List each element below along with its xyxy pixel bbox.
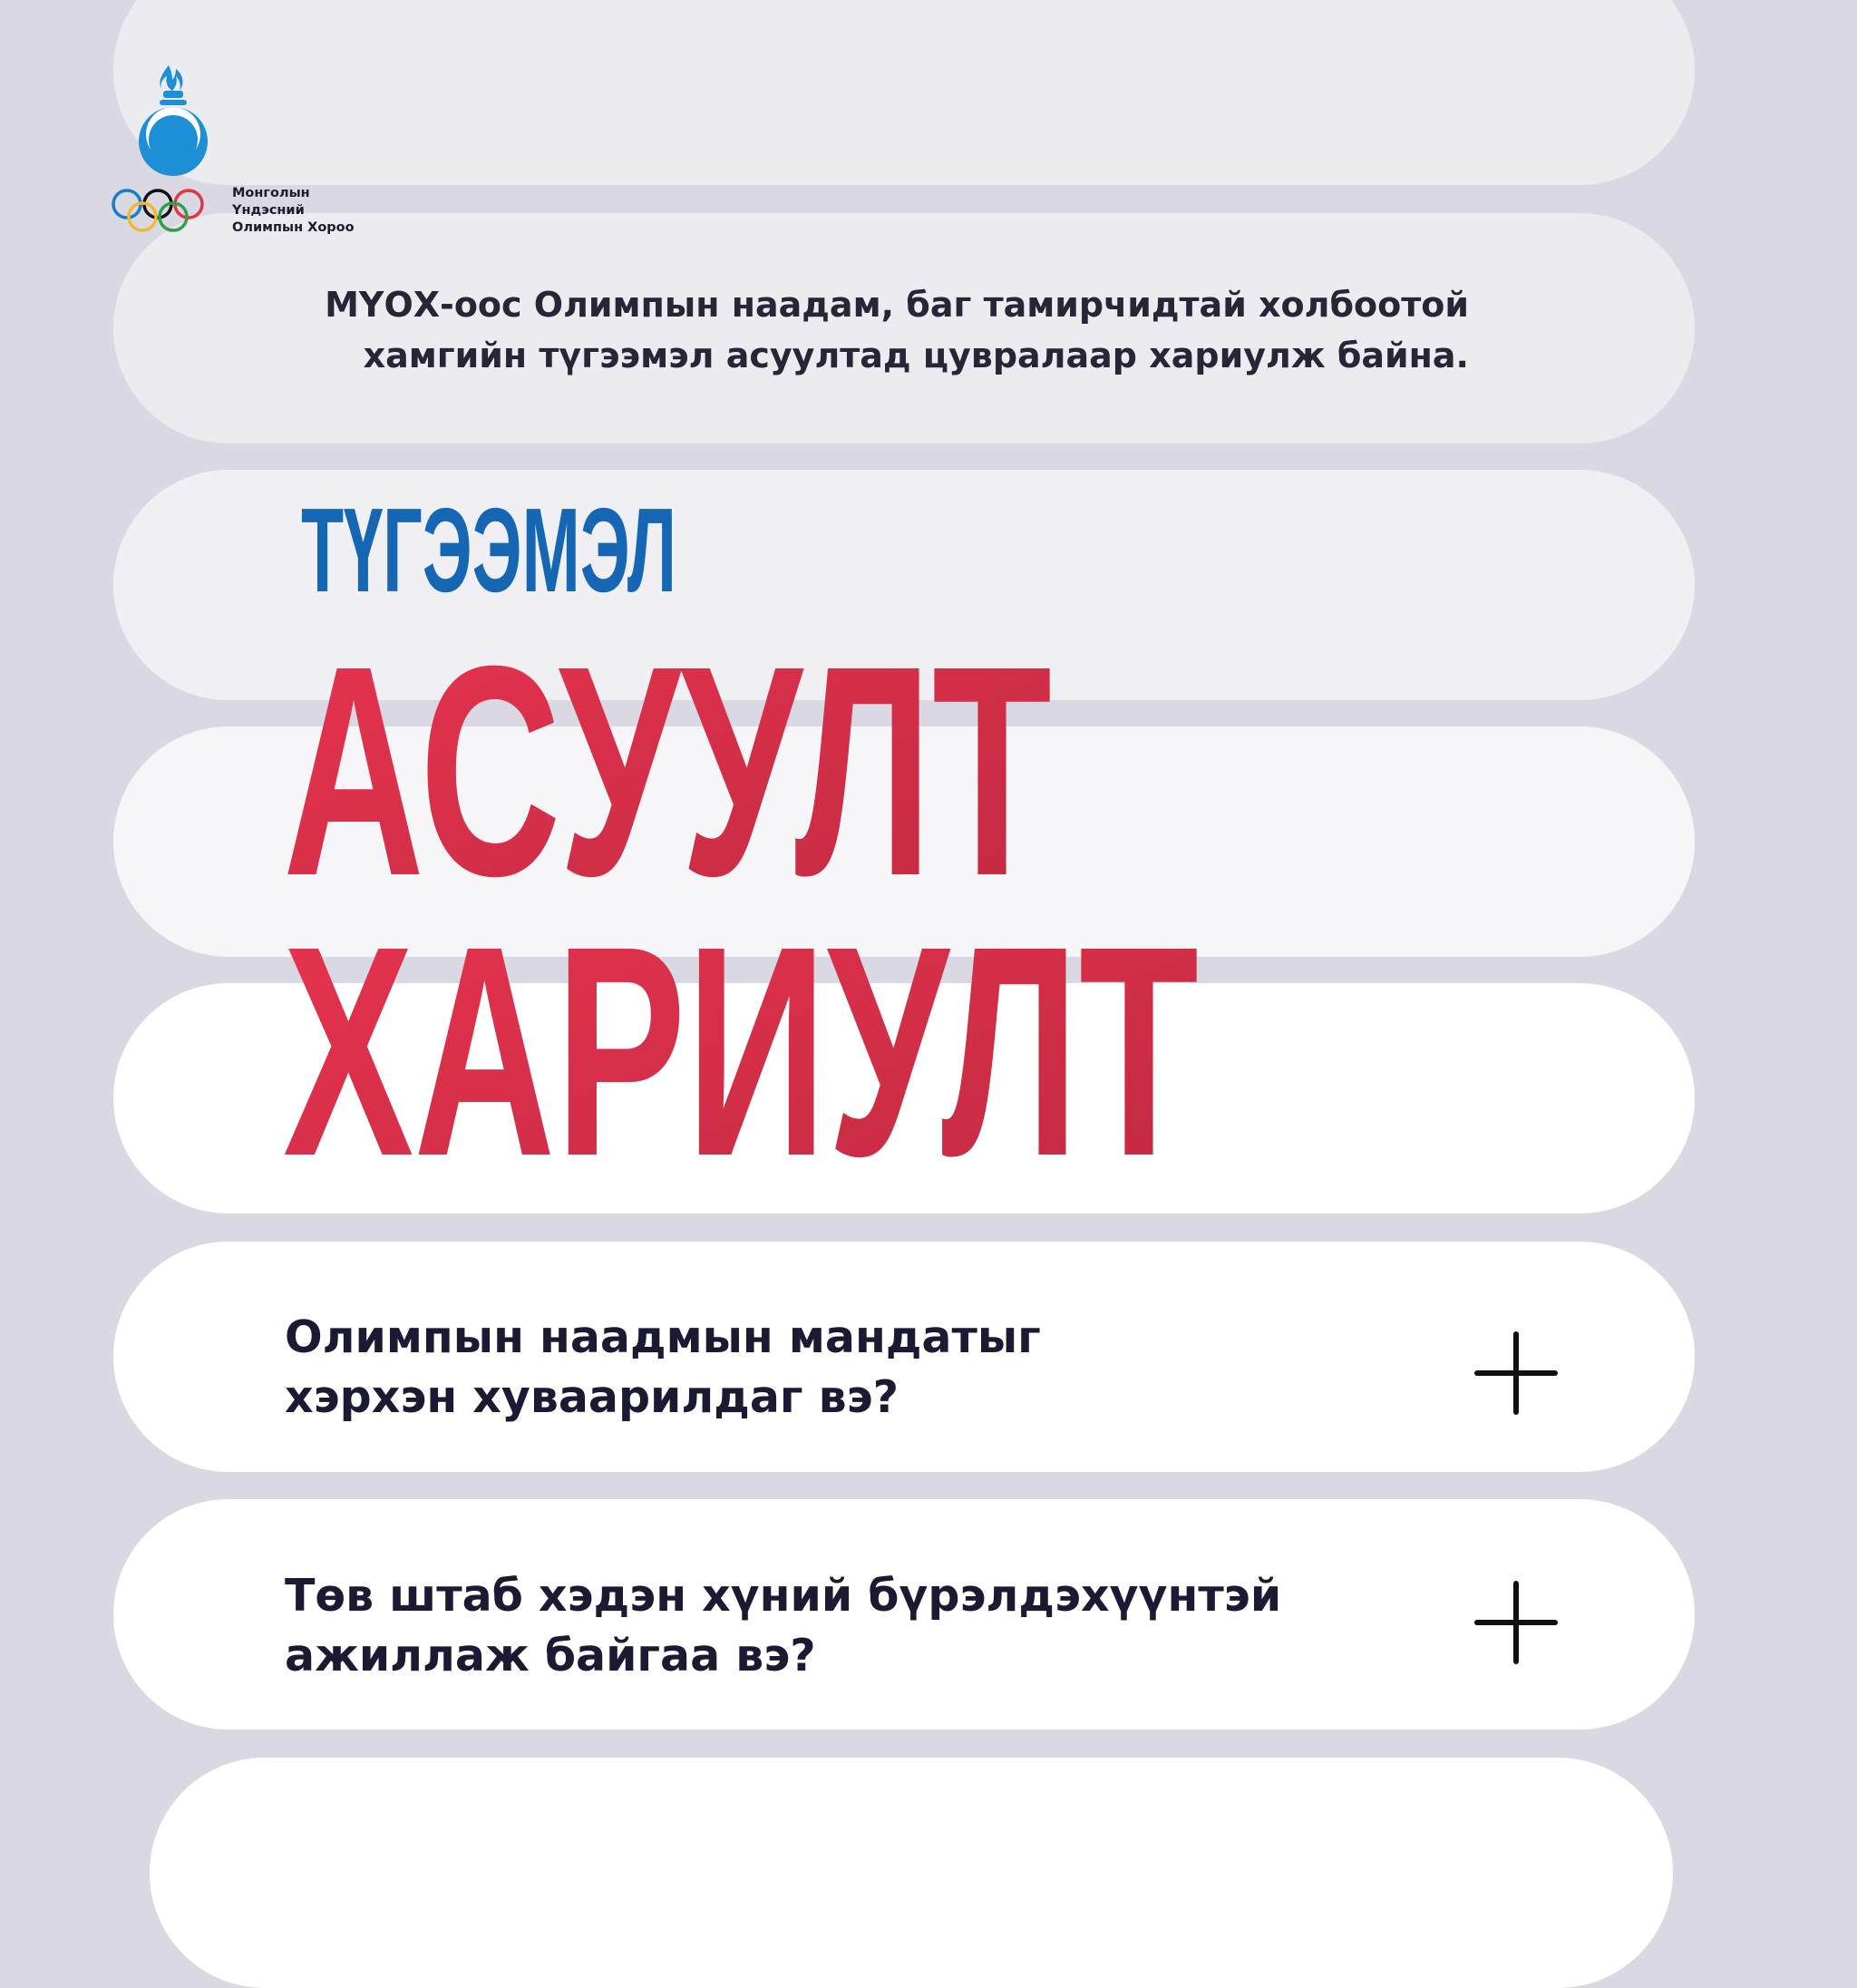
organization-name bbox=[232, 185, 355, 237]
organization-name-line: Монголын bbox=[232, 186, 310, 200]
intro-line: МҮОХ-оос Олимпын наадам, баг тамирчидтай холбоотой bbox=[325, 285, 1469, 325]
faq-question-2[interactable] bbox=[285, 1566, 1281, 1686]
organization-name-line: Олимпын Хороо bbox=[232, 220, 355, 235]
flame-icon bbox=[160, 65, 187, 105]
olympic-rings-icon bbox=[113, 190, 202, 230]
background-pill bbox=[113, 726, 1695, 957]
sphere-icon bbox=[139, 107, 208, 176]
background-pill bbox=[113, 470, 1695, 700]
headline-line-1: ТҮГЭЭМЭЛ bbox=[301, 483, 676, 617]
faq-question-line: Төв штаб хэдэн хүний бүрэлдэхүүнтэй bbox=[285, 1570, 1282, 1622]
background-pill bbox=[113, 983, 1695, 1213]
faq-question-line: Олимпын наадмын мандатыг bbox=[285, 1311, 1041, 1363]
plus-icon[interactable] bbox=[1471, 1577, 1561, 1668]
plus-icon[interactable] bbox=[1471, 1328, 1561, 1418]
organization-name-line: Үндэсний bbox=[232, 203, 305, 218]
headline-line-2: АСУУЛТ bbox=[283, 603, 1052, 938]
faq-item-3-partial[interactable] bbox=[150, 1758, 1673, 1988]
faq-question-line: ажиллаж байгаа вэ? bbox=[285, 1630, 816, 1681]
headline-line-3: ХАРИУЛТ bbox=[283, 883, 1199, 1218]
intro-line: хамгийн түгээмэл асуултад цувралаар хариулж байна. bbox=[363, 336, 1469, 375]
intro-text bbox=[325, 279, 1469, 381]
faq-question-line: хэрхэн хуваарилдаг вэ? bbox=[285, 1371, 899, 1423]
faq-question-1[interactable] bbox=[285, 1308, 1041, 1428]
